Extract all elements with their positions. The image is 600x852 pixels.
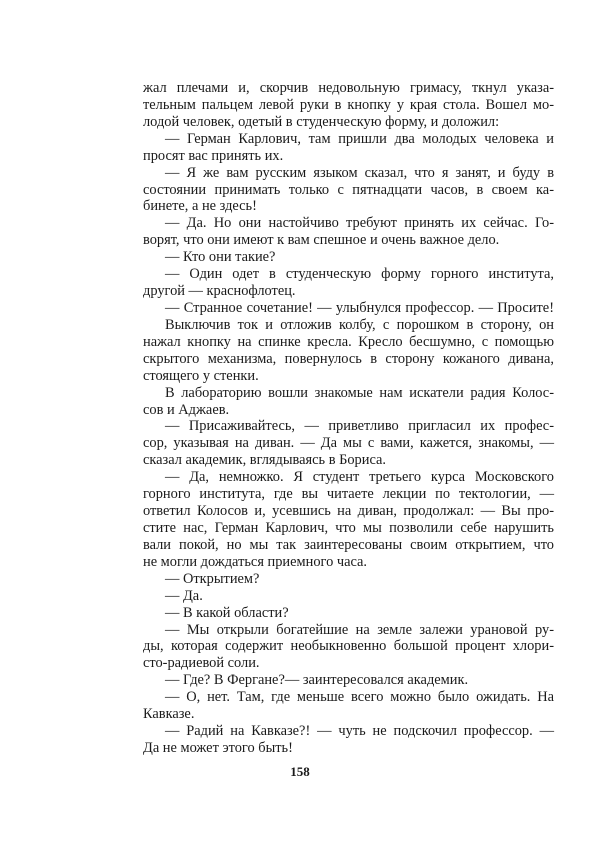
text-line: жал плечами и, скорчив недовольную гримасу, ткнул указа- (143, 80, 554, 96)
text-line: сто-радиевой соли. (143, 655, 260, 672)
text-line: ворят, что они имеют к вам спешное и очень важное дело. (143, 232, 500, 249)
text-line: скрытого механизма, повернулось в сторону кожаного дивана, (143, 350, 554, 367)
text-line: Кавказе. (143, 706, 195, 723)
text-line: — Открытием? (165, 570, 260, 587)
text-line: горного института, где вы читаете лекции по тектологии, — (143, 486, 554, 503)
text-line: — Присаживайтесь, — приветливо пригласил их профес- (165, 418, 554, 435)
text-line: — Радий на Кавказе?! — чуть не подскочил профессор. — (165, 723, 554, 740)
text-line: — В какой области? (165, 604, 289, 621)
text-line: ответил Колосов и, усевшись на диван, продолжал: — Вы про- (143, 503, 554, 520)
text-line: лодой человек, одетый в студенческую форму, и доложил: (143, 113, 500, 130)
text-line: сор, указывая на диван. — Да мы с вами, кажется, знакомы, — (143, 435, 554, 452)
text-line: — Мы открыли богатейшие на земле залежи урановой ру- (165, 621, 554, 638)
text-line: — Странное сочетание! — улыбнулся профессор. — Просите! (165, 299, 554, 316)
text-line: — Да. Но они настойчиво требуют принять их сейчас. Го- (165, 215, 554, 232)
text-line: ды, которая содержит необыкновенно большой процент хлори- (143, 638, 554, 655)
text-line: просят вас принять их. (143, 147, 284, 164)
page-text (143, 80, 554, 757)
text-line: — Да, немножко. Я студент третьего курса Московского (165, 469, 554, 486)
text-line: — Один одет в студенческую форму горного института, (165, 266, 554, 283)
text-line: Выключив ток и отложив колбу, с порошком в сторону, он (165, 316, 554, 333)
text-line: сов и Аджаев. (143, 401, 230, 418)
text-line: сказал академик, вглядываясь в Бориса. (143, 452, 386, 469)
text-line: стоящего у стенки. (143, 367, 259, 384)
text-line: Да не может этого быть! (143, 739, 293, 756)
text-line: не могли дождаться приемного часа. (143, 553, 368, 570)
text-line: — Я же вам русским языком сказал, что я занят, и буду в (165, 164, 554, 181)
text-line: — Герман Карлович, там пришли два молодых человека и (165, 130, 554, 147)
page-number: 158 (290, 764, 310, 779)
text-line: стите нас, Герман Карлович, что мы позволили себе нарушить (143, 519, 554, 536)
text-line: бинете, а не здесь! (143, 198, 257, 215)
text-line: нажал кнопку на спинке кресла. Кресло бесшумно, с помощью (143, 333, 554, 350)
text-line: В лабораторию вошли знакомые нам искатели радия Колос- (165, 384, 554, 401)
text-line: вали покой, но мы так заинтересованы своим открытием, что (143, 536, 554, 553)
text-line: — Кто они такие? (165, 249, 276, 266)
text-line: состоянии принимать только с пятнадцати часов, в своем ка- (143, 181, 554, 198)
text-line: — О, нет. Там, где меньше всего можно было ожидать. На (165, 689, 554, 706)
text-line: — Да. (165, 587, 203, 604)
text-line: тельным пальцем левой руки в кнопку у края стола. Вошел мо- (143, 96, 554, 113)
text-line: другой — краснофлотец. (143, 283, 296, 300)
text-line: — Где? В Фергане?— заинтересовался академик. (165, 672, 469, 689)
